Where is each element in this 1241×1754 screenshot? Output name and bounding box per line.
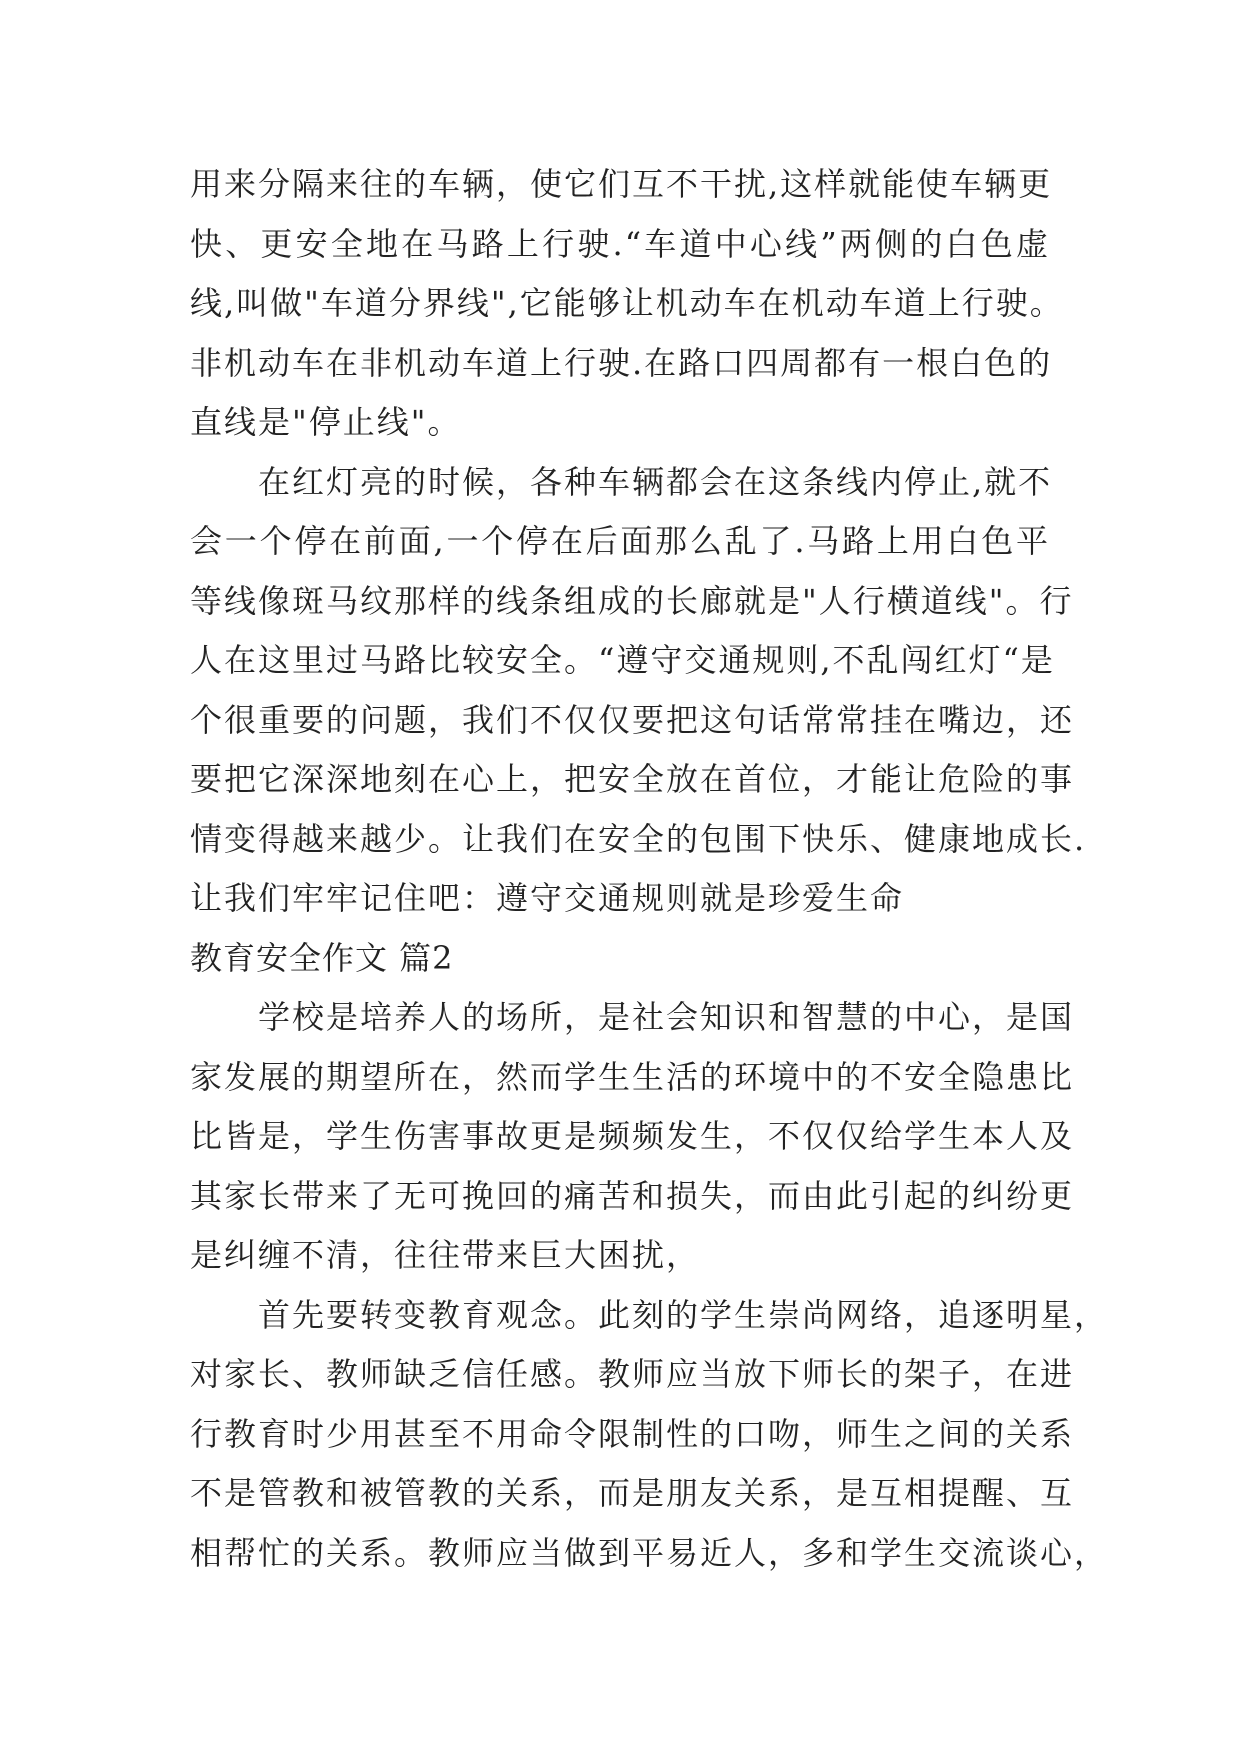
text-line: 相帮忙的关系。教师应当做到平易近人，多和学生交流谈心， — [190, 1533, 1109, 1572]
text-line: 家发展的期望所在，然而学生生活的环境中的不安全隐患比 — [190, 1057, 1075, 1096]
text-line: 让我们牢牢记住吧：遵守交通规则就是珍爱生命 — [190, 879, 905, 917]
text-line: 会一个停在前面,一个停在后面那么乱了.马路上用白色平 — [190, 522, 1050, 560]
text-line: 是纠缠不清，往往带来巨大困扰， — [190, 1236, 701, 1274]
text-line: 人在这里过马路比较安全。“遵守交通规则,不乱闯红灯“是 — [190, 641, 1055, 679]
text-line: 用来分隔来往的车辆，使它们互不干扰,这样就能使车辆更 — [190, 165, 1053, 203]
text-line: 等线像斑马纹那样的线条组成的长廊就是"人行横道线"。行 — [190, 581, 1074, 620]
text-line: 快、更安全地在马路上行驶.“车道中心线”两侧的白色虚 — [190, 224, 1050, 263]
text-line: 不是管教和被管教的关系，而是朋友关系，是互相提醒、互 — [190, 1474, 1075, 1512]
text-line: 对家长、教师缺乏信任感。教师应当放下师长的架子，在进 — [190, 1355, 1075, 1393]
text-line: 比皆是，学生伤害事故更是频频发生，不仅仅给学生本人及 — [190, 1117, 1075, 1155]
text-line: 线,叫做"车道分界线",它能够让机动车在机动车道上行驶。 — [190, 284, 1064, 322]
text-line: 行教育时少用甚至不用命令限制性的口吻，师生之间的关系 — [190, 1414, 1075, 1453]
section-heading: 教育安全作文 篇2 — [190, 938, 454, 977]
text-line: 个很重要的问题，我们不仅仅要把这句话常常挂在嘴边，还 — [190, 700, 1075, 739]
text-line: 其家长带来了无可挽回的痛苦和损失，而由此引起的纠纷更 — [190, 1176, 1075, 1215]
text-line: 情变得越来越少。让我们在安全的包围下快乐、健康地成长. — [190, 819, 1087, 858]
text-line: 学校是培养人的场所，是社会知识和智慧的中心，是国 — [258, 998, 1075, 1036]
text-line: 首先要转变教育观念。此刻的学生崇尚网络，追逐明星， — [258, 1295, 1109, 1334]
text-line: 要把它深深地刻在心上，把安全放在首位，才能让危险的事 — [190, 760, 1075, 798]
document-body — [190, 155, 1109, 1583]
text-line: 在红灯亮的时候，各种车辆都会在这条线内停止,就不 — [258, 462, 1053, 501]
text-line: 直线是"停止线"。 — [190, 403, 462, 441]
text-line: 非机动车在非机动车道上行驶.在路口四周都有一根白色的 — [190, 343, 1053, 382]
